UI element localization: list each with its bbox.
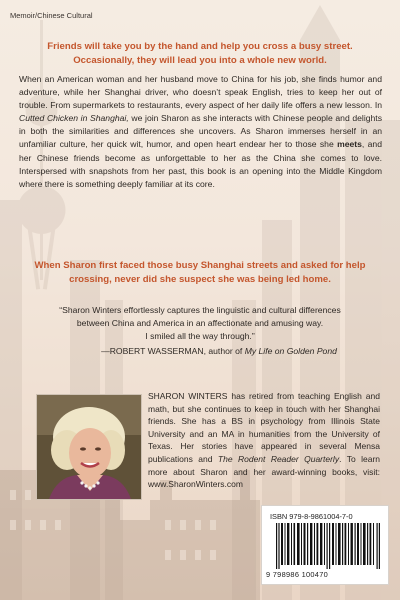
hook-line-1: When Sharon first faced those busy Shanghai streets and asked for help xyxy=(34,260,366,271)
review-quote xyxy=(30,304,370,343)
barcode-digits: 9 798986 100470 xyxy=(266,570,329,579)
tagline-line-1: Friends will take you by the hand and help you cross a busy street. xyxy=(47,41,353,52)
quote-line-1: “Sharon Winters effortlessly captures the linguistic and cultural differences xyxy=(59,305,341,315)
author-bio xyxy=(148,390,380,491)
blurb-bold-word: meets xyxy=(337,139,362,150)
bio-text-1: SHARON WINTERS has retired from teaching English and math, but she continues to keep in touch with her Shanghai friends. She has a BS in psychology from Illinois State University and an MA in humanities from the University of Texas. Her stories have appeared in several Mensa publications and xyxy=(148,391,380,464)
attribution-book: My Life on Golden Pond xyxy=(244,346,337,356)
isbn-label: ISBN 979-8-9861004-7-0 xyxy=(270,512,353,521)
hook-statement xyxy=(18,259,382,287)
bio-publication: The Rodent Reader Quarterly xyxy=(217,453,340,464)
author-photo xyxy=(36,394,142,500)
quote-line-2: between China and America in an affectionate and amusing way. xyxy=(76,318,324,328)
category-label: Memoir/Chinese Cultural xyxy=(10,11,93,20)
attribution-author: —ROBERT WASSERMAN, author of xyxy=(101,346,245,356)
blurb-text-3: , and her Chinese friends become as unforgettable to her as the China she comes to love. Interspersed with snapshots from her past, this book is an opening into the Middle Kingdom where there is something deeply familiar at its core. xyxy=(19,139,382,189)
hook-line-2: crossing, never did she suspect she was being led home. xyxy=(69,274,331,285)
tagline-line-2: Occasionally, they will lead you into a whole new world. xyxy=(73,55,327,66)
bio-text-2: . To learn more about Sharon and her award-winning books, visit: www.SharonWinters.com xyxy=(148,453,381,490)
quote-attribution xyxy=(60,346,378,356)
blurb-text-2: we join Sharon as she interacts with Chinese people and delights in both the similarities and differences she uncovers. As Sharon immerses herself in an unfamiliar culture, her quick wit, humor, and open heart endear her to those she xyxy=(19,113,382,150)
description-blurb xyxy=(19,73,382,191)
quote-line-3: I smiled all the way through.” xyxy=(145,331,255,341)
blurb-book-title: Cutted Chicken in Shanghai, xyxy=(19,113,129,124)
barcode-icon xyxy=(276,523,380,569)
blurb-text-1: When an American woman and her husband move to China for his job, she finds humor and adventure, while her Shanghai driver, who doesn’t speak English, tries to keep her out of trouble. From supermarkets to restaurants, every aspect of her daily life offers a new lesson. In xyxy=(19,74,382,111)
isbn-barcode-box xyxy=(261,505,389,585)
tagline xyxy=(18,40,382,68)
